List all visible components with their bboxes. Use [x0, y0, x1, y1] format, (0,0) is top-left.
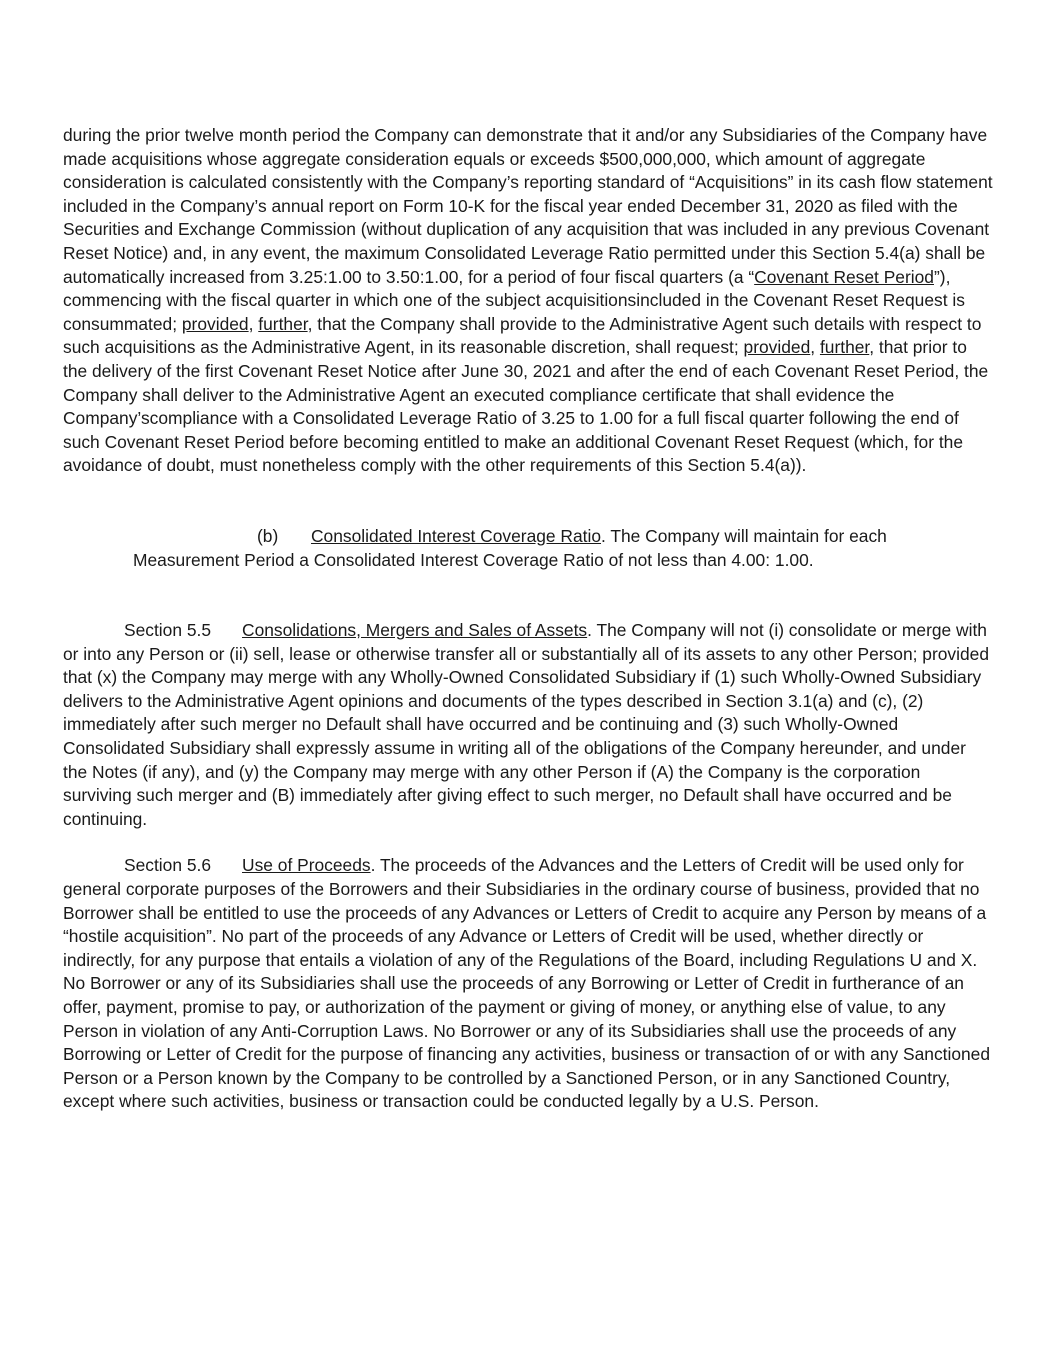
section-heading: Consolidations, Mergers and Sales of Assets — [242, 620, 588, 641]
further-term: further — [258, 313, 308, 334]
paragraph-text: ”), commencing with the fiscal quarter in which one of the subject acquisitionsincluded in the Covenant Reset Request is consummated; — [63, 266, 965, 334]
section-5-4a-continued-paragraph — [63, 124, 993, 478]
section-heading: Use of Proceeds — [242, 855, 371, 876]
separator-text: , — [810, 337, 820, 358]
document-page — [63, 124, 993, 1114]
section-5-5-paragraph — [63, 619, 993, 831]
separator-text: , — [248, 313, 259, 334]
clause-heading-end: . — [601, 525, 606, 546]
provided-term: provided — [181, 313, 249, 334]
paragraph-text: during the prior twelve month period the Company can demonstrate that it and/or any Subsidiaries of the Company have made acquisitions whose aggregate consideration equals or exceeds $500,000,000, which amount of aggregate consideration is calculated consistently with the Company’s reporting standard of “Acquisitions” in its cash flow statement included in the Company’s annual report on Form 10-K for the fiscal year ended December 31, 2020 as filed with the Securities and Exchange Commission (without duplication of any acquisition that was included in any previous Covenant Reset Notice) and, in any event, the maximum Consolidated Leverage Ratio permitted under this Section 5.4(a) shall be automatically increased from 3.25:1.00 to 3.50:1.00, for a period of four fiscal quarters (a “ — [63, 125, 993, 287]
provided-term: provided — [743, 337, 811, 358]
section-text: The proceeds of the Advances and the Letters of Credit will be used only for general corporate purposes of the Borrowers and their Subsidiaries in the ordinary course of business, provided that no Borrower shall be entitled to use the proceeds of any Advances or Letters of Credit to acquire any Person by means of a “hostile acquisition”. No part of the proceeds of any Advance or Letters of Credit will be used, whether directly or indirectly, for any purpose that entails a violation of any of the Regulations of the Board, including Regulations U and X. No Borrower or any of its Subsidiaries shall use the proceeds of any Borrowing or Letter of Credit in furtherance of an offer, payment, promise to pay, or authorization of the payment or giving of money, or anything else of value, to any Person in violation of any Anti-Corruption Laws. No Borrower or any of its Subsidiaries shall use the proceeds of any Borrowing or Letter of Credit for the purpose of financing any activities, business or transaction of or with any Sanctioned Person or a Person known by the Company to be controlled by a Sanctioned Person, or in any Sanctioned Country, except where such activities, business or transaction could be conducted legally by a U.S. Person. — [63, 855, 991, 1112]
paragraph-text: , that prior to the delivery of the first Covenant Reset Notice after June 30, 2021 and after the end of each Covenant Reset Period, the Company shall deliver to the Administrative Agent an executed compliance certificate that shall evidence the Company’scompliance with a Consolidated Leverage Ratio of 3.25 to 1.00 for a full fiscal quarter following the end of such Covenant Reset Period before becoming entitled to make an additional Covenant Reset Request (which, for the avoidance of doubt, must nonetheless comply with the other requirements of this Section 5.4(a)). — [63, 337, 989, 476]
defined-term-covenant-reset-period: Covenant Reset Period — [754, 266, 934, 287]
clause-label: (b) — [257, 525, 279, 546]
section-text: The Company will not (i) consolidate or merge with or into any Person or (ii) sell, lease or otherwise transfer all or substantially all of its assets to any other Person; provided that (x) the Company may merge with any Wholly-Owned Consolidated Subsidiary if (1) such Wholly-Owned Subsidiary delivers to the Administrative Agent opinions and documents of the types described in Section 3.1(a) and (c), (2) immediately after such merger no Default shall have occurred and be continuing and (3) such Wholly-Owned Consolidated Subsidiary shall expressly assume in writing all of the obligations of the Company hereunder, and under the Notes (if any), and (y) the Company may merge with any other Person if (A) the Company is the corporation surviving such merger and (B) immediately after giving effect to such merger, no Default shall have occurred and be continuing. — [63, 620, 990, 829]
section-heading-end: . — [587, 620, 592, 641]
section-number: Section 5.6 — [124, 855, 212, 876]
further-term: further — [819, 337, 870, 358]
section-heading-end: . — [370, 855, 376, 876]
clause-b-lead — [133, 525, 606, 549]
section-5-6-paragraph — [63, 854, 993, 1114]
section-number: Section 5.5 — [124, 620, 212, 641]
clause-text: The Company will maintain for each Measurement Period a Consolidated Interest Coverage Ratio of not less than 4.00: 1.00. — [133, 525, 887, 570]
paragraph-text: , that the Company shall provide to the Administrative Agent such details with respect to such acquisitions as the Administrative Agent, in its reasonable discretion, shall request; — [63, 313, 982, 358]
clause-b-interest-coverage — [63, 525, 993, 572]
clause-heading: Consolidated Interest Coverage Ratio — [311, 525, 602, 546]
